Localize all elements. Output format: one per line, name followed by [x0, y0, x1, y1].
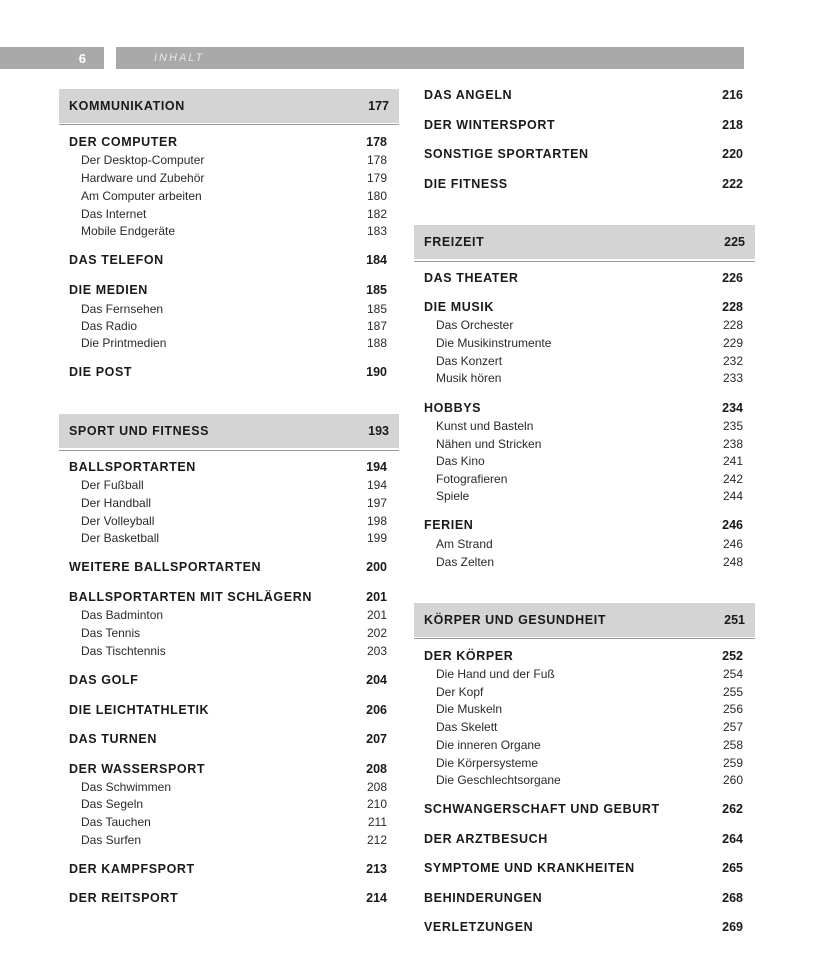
toc-entry-page: 228: [722, 300, 743, 314]
toc-subentry-page: 185: [366, 302, 387, 316]
toc-subentry-label: Der Kopf: [436, 685, 484, 699]
toc-entry-label: DAS GOLF: [69, 673, 139, 687]
toc-entry-label: HOBBYS: [424, 401, 482, 415]
toc-entry-page: 213: [366, 862, 387, 876]
toc-subentry[interactable]: [59, 644, 399, 659]
toc-subentry-page: 260: [722, 773, 743, 787]
toc-subentry-page: 228: [722, 318, 743, 332]
toc-subentry-label: Das Fernsehen: [81, 302, 164, 316]
toc-entry[interactable]: [59, 135, 399, 151]
toc-entry-label: DIE LEICHTATHLETIK: [69, 703, 210, 717]
toc-subentry[interactable]: [414, 667, 755, 682]
toc-subentry[interactable]: [59, 478, 399, 493]
toc-subentry-label: Die Hand und der Fuß: [436, 667, 555, 681]
toc-entry-label: DIE POST: [69, 365, 133, 379]
toc-subentry-label: Musik hören: [436, 371, 502, 385]
toc-subentry-page: 212: [366, 833, 387, 847]
toc-subentry-label: Am Computer arbeiten: [81, 189, 202, 203]
toc-subentry-page: 232: [722, 354, 743, 368]
toc-entry-label: DAS ANGELN: [424, 88, 513, 102]
toc-entry-page: 265: [722, 861, 743, 875]
toc-subentry[interactable]: [59, 319, 399, 334]
toc-subentry[interactable]: [59, 608, 399, 623]
toc-entry-label: VERLETZUNGEN: [424, 920, 534, 934]
toc-entry[interactable]: [59, 891, 399, 907]
toc-entry-label: DAS TELEFON: [69, 253, 164, 267]
toc-section[interactable]: [414, 603, 755, 637]
toc-subentry-page: 183: [366, 224, 387, 238]
toc-section-page: 193: [368, 424, 389, 438]
toc-subentry-label: Das Badminton: [81, 608, 164, 622]
toc-subentry-page: 180: [366, 189, 387, 203]
toc-subentry-page: 198: [366, 514, 387, 528]
toc-entry[interactable]: [59, 283, 399, 299]
toc-subentry[interactable]: [414, 354, 755, 369]
toc-entry[interactable]: [59, 253, 399, 269]
toc-entry-page: 185: [366, 283, 387, 297]
toc-subentry-label: Die inneren Organe: [436, 738, 541, 752]
toc-subentry[interactable]: [414, 454, 755, 469]
toc-entry-page: 214: [366, 891, 387, 905]
toc-subentry[interactable]: [59, 171, 399, 186]
toc-entry[interactable]: [414, 177, 755, 193]
toc-entry-label: BALLSPORTARTEN: [69, 460, 196, 474]
toc-entry-page: 207: [366, 732, 387, 746]
toc-subentry[interactable]: [59, 224, 399, 239]
toc-subentry[interactable]: [414, 419, 755, 434]
toc-entry-label: DIE MUSIK: [424, 300, 494, 314]
toc-entry[interactable]: [414, 649, 755, 665]
toc-entry-page: 262: [722, 802, 743, 816]
toc-entry[interactable]: [59, 732, 399, 748]
toc-subentry-page: 256: [722, 702, 743, 716]
toc-entry-label: BALLSPORTARTEN MIT SCHLÄGERN: [69, 590, 312, 604]
running-header-title: INHALT: [154, 52, 205, 64]
toc-entry-label: DIE MEDIEN: [69, 283, 148, 297]
toc-entry[interactable]: [59, 862, 399, 878]
toc-subentry-label: Hardware und Zubehör: [81, 171, 205, 185]
toc-entry-label: DER WINTERSPORT: [424, 118, 556, 132]
toc-subentry[interactable]: [59, 531, 399, 546]
toc-entry-page: 218: [722, 118, 743, 132]
toc-entry-page: 208: [366, 762, 387, 776]
toc-entry[interactable]: [414, 271, 755, 287]
toc-subentry-label: Die Printmedien: [81, 336, 167, 350]
toc-subentry-page: 238: [722, 437, 743, 451]
page-number-tab: [0, 47, 104, 69]
toc-entry[interactable]: [414, 518, 755, 534]
toc-entry-page: 264: [722, 832, 743, 846]
toc-entry-label: DER KÖRPER: [424, 649, 514, 663]
toc-subentry[interactable]: [414, 720, 755, 735]
toc-subentry-label: Das Surfen: [81, 833, 142, 847]
toc-subentry-label: Der Handball: [81, 496, 152, 510]
toc-entry[interactable]: [414, 88, 755, 104]
toc-subentry-label: Spiele: [436, 489, 470, 503]
toc-entry-label: SCHWANGERSCHAFT UND GEBURT: [424, 802, 660, 816]
toc-entry[interactable]: [59, 365, 399, 381]
toc-entry[interactable]: [414, 920, 755, 936]
toc-entry-label: DAS THEATER: [424, 271, 519, 285]
toc-subentry[interactable]: [414, 537, 755, 552]
toc-subentry-page: 257: [722, 720, 743, 734]
toc-subentry-label: Fotografieren: [436, 472, 508, 486]
toc-subentry-page: 201: [366, 608, 387, 622]
toc-entry[interactable]: [59, 703, 399, 719]
toc-entry-label: DER KAMPFSPORT: [69, 862, 195, 876]
toc-subentry[interactable]: [59, 153, 399, 168]
toc-entry-label: DER COMPUTER: [69, 135, 178, 149]
toc-subentry-label: Das Internet: [81, 207, 147, 221]
toc-subentry[interactable]: [414, 738, 755, 753]
toc-entry-page: 222: [722, 177, 743, 191]
toc-section-title: FREIZEIT: [424, 235, 485, 249]
toc-entry-page: 184: [366, 253, 387, 267]
toc-entry-label: DAS TURNEN: [69, 732, 157, 746]
toc-subentry[interactable]: [414, 472, 755, 487]
toc-entry-page: 234: [722, 401, 743, 415]
toc-subentry-label: Die Geschlechtsorgane: [436, 773, 561, 787]
toc-entry[interactable]: [414, 861, 755, 877]
toc-subentry-page: 202: [366, 626, 387, 640]
toc-subentry[interactable]: [414, 371, 755, 386]
toc-entry[interactable]: [414, 832, 755, 848]
toc-subentry-page: 203: [366, 644, 387, 658]
running-header: [116, 47, 744, 69]
toc-subentry-label: Das Skelett: [436, 720, 498, 734]
toc-subentry-page: 259: [722, 756, 743, 770]
toc-entry-label: WEITERE BALLSPORTARTEN: [69, 560, 262, 574]
toc-entry[interactable]: [59, 460, 399, 476]
toc-entry-page: 178: [366, 135, 387, 149]
toc-entry[interactable]: [414, 118, 755, 134]
toc-entry-label: DER REITSPORT: [69, 891, 179, 905]
toc-subentry-page: 229: [722, 336, 743, 350]
toc-subentry-page: 211: [367, 815, 387, 829]
toc-subentry-page: 194: [366, 478, 387, 492]
toc-subentry[interactable]: [59, 496, 399, 511]
toc-subentry-label: Der Fußball: [81, 478, 144, 492]
toc-entry-label: FERIEN: [424, 518, 474, 532]
toc-subentry[interactable]: [59, 207, 399, 222]
divider: [59, 124, 399, 125]
toc-subentry-label: Das Konzert: [436, 354, 503, 368]
toc-subentry[interactable]: [414, 685, 755, 700]
toc-section-title: SPORT UND FITNESS: [69, 424, 210, 438]
toc-subentry-page: 255: [722, 685, 743, 699]
toc-subentry-page: 248: [722, 555, 743, 569]
toc-entry-page: 190: [366, 365, 387, 379]
toc-entry-page: 269: [722, 920, 743, 934]
toc-subentry-page: 233: [722, 371, 743, 385]
toc-subentry[interactable]: [414, 555, 755, 570]
toc-subentry-page: 210: [366, 797, 387, 811]
toc-subentry-page: 197: [366, 496, 387, 510]
toc-section-page: 251: [724, 613, 745, 627]
toc-section-page: 225: [724, 235, 745, 249]
toc-entry-page: 200: [366, 560, 387, 574]
toc-subentry-label: Das Orchester: [436, 318, 514, 332]
toc-entry[interactable]: [414, 802, 755, 818]
toc-entry-page: 246: [722, 518, 743, 532]
toc-subentry-page: 179: [366, 171, 387, 185]
toc-entry[interactable]: [59, 762, 399, 778]
toc-section-title: KÖRPER UND GESUNDHEIT: [424, 613, 607, 627]
toc-subentry[interactable]: [414, 773, 755, 788]
toc-subentry[interactable]: [414, 756, 755, 771]
toc-subentry[interactable]: [59, 780, 399, 795]
toc-subentry[interactable]: [414, 702, 755, 717]
toc-entry-label: SONSTIGE SPORTARTEN: [424, 147, 589, 161]
toc-subentry-page: 244: [722, 489, 743, 503]
toc-entry[interactable]: [59, 673, 399, 689]
toc-subentry-page: 258: [722, 738, 743, 752]
toc-subentry-label: Kunst und Basteln: [436, 419, 534, 433]
toc-entry-label: DER WASSERSPORT: [69, 762, 206, 776]
toc-subentry[interactable]: [59, 833, 399, 848]
divider: [59, 450, 399, 451]
toc-subentry[interactable]: [414, 489, 755, 504]
toc-entry-page: 204: [366, 673, 387, 687]
toc-subentry-page: 188: [366, 336, 387, 350]
divider: [414, 638, 755, 639]
toc-entry-page: 194: [366, 460, 387, 474]
toc-subentry[interactable]: [414, 336, 755, 351]
toc-section[interactable]: [59, 89, 399, 123]
toc-entry[interactable]: [59, 590, 399, 606]
toc-subentry-label: Das Segeln: [81, 797, 144, 811]
toc-subentry-page: 246: [722, 537, 743, 551]
toc-section[interactable]: [414, 225, 755, 259]
toc-subentry-label: Die Musikinstrumente: [436, 336, 552, 350]
toc-subentry-page: 199: [366, 531, 387, 545]
toc-subentry-label: Die Muskeln: [436, 702, 503, 716]
toc-section[interactable]: [59, 414, 399, 448]
toc-section-page: 177: [368, 99, 389, 113]
toc-subentry-label: Das Tauchen: [81, 815, 151, 829]
toc-entry-page: 226: [722, 271, 743, 285]
toc-entry-page: 201: [366, 590, 387, 604]
toc-subentry-page: 182: [366, 207, 387, 221]
toc-section-title: KOMMUNIKATION: [69, 99, 185, 113]
toc-subentry[interactable]: [59, 815, 399, 830]
toc-subentry[interactable]: [59, 302, 399, 317]
toc-entry-label: BEHINDERUNGEN: [424, 891, 543, 905]
toc-subentry-page: 208: [366, 780, 387, 794]
toc-subentry-page: 254: [722, 667, 743, 681]
toc-subentry-label: Das Tennis: [81, 626, 141, 640]
toc-subentry[interactable]: [59, 189, 399, 204]
toc-subentry-page: 187: [366, 319, 387, 333]
toc-subentry[interactable]: [59, 514, 399, 529]
toc-subentry-label: Die Körpersysteme: [436, 756, 539, 770]
toc-subentry[interactable]: [59, 626, 399, 641]
toc-subentry-page: 178: [366, 153, 387, 167]
toc-subentry-page: 241: [722, 454, 743, 468]
page-number: 6: [78, 51, 86, 66]
toc-subentry-label: Nähen und Stricken: [436, 437, 542, 451]
toc-entry[interactable]: [414, 300, 755, 316]
toc-entry-page: 216: [722, 88, 743, 102]
toc-subentry-label: Das Zelten: [436, 555, 495, 569]
toc-subentry[interactable]: [414, 318, 755, 333]
toc-entry-page: 268: [722, 891, 743, 905]
toc-entry[interactable]: [59, 560, 399, 576]
toc-subentry-label: Mobile Endgeräte: [81, 224, 176, 238]
toc-subentry-page: 242: [722, 472, 743, 486]
toc-entry-page: 220: [722, 147, 743, 161]
toc-subentry-page: 235: [722, 419, 743, 433]
toc-subentry-label: Der Basketball: [81, 531, 160, 545]
toc-subentry[interactable]: [59, 797, 399, 812]
toc-entry-label: SYMPTOME UND KRANKHEITEN: [424, 861, 635, 875]
toc-entry[interactable]: [414, 891, 755, 907]
toc-subentry-label: Das Schwimmen: [81, 780, 172, 794]
toc-subentry-label: Das Kino: [436, 454, 485, 468]
toc-subentry[interactable]: [414, 437, 755, 452]
toc-entry[interactable]: [414, 147, 755, 163]
toc-subentry-label: Der Desktop-Computer: [81, 153, 205, 167]
toc-entry-page: 206: [366, 703, 387, 717]
toc-entry-page: 252: [722, 649, 743, 663]
toc-entry[interactable]: [414, 401, 755, 417]
divider: [414, 261, 755, 262]
toc-entry-label: DER ARZTBESUCH: [424, 832, 548, 846]
toc-subentry-label: Der Volleyball: [81, 514, 155, 528]
toc-entry-label: DIE FITNESS: [424, 177, 508, 191]
toc-subentry[interactable]: [59, 336, 399, 351]
toc-subentry-label: Das Radio: [81, 319, 138, 333]
toc-subentry-label: Am Strand: [436, 537, 493, 551]
toc-subentry-label: Das Tischtennis: [81, 644, 166, 658]
